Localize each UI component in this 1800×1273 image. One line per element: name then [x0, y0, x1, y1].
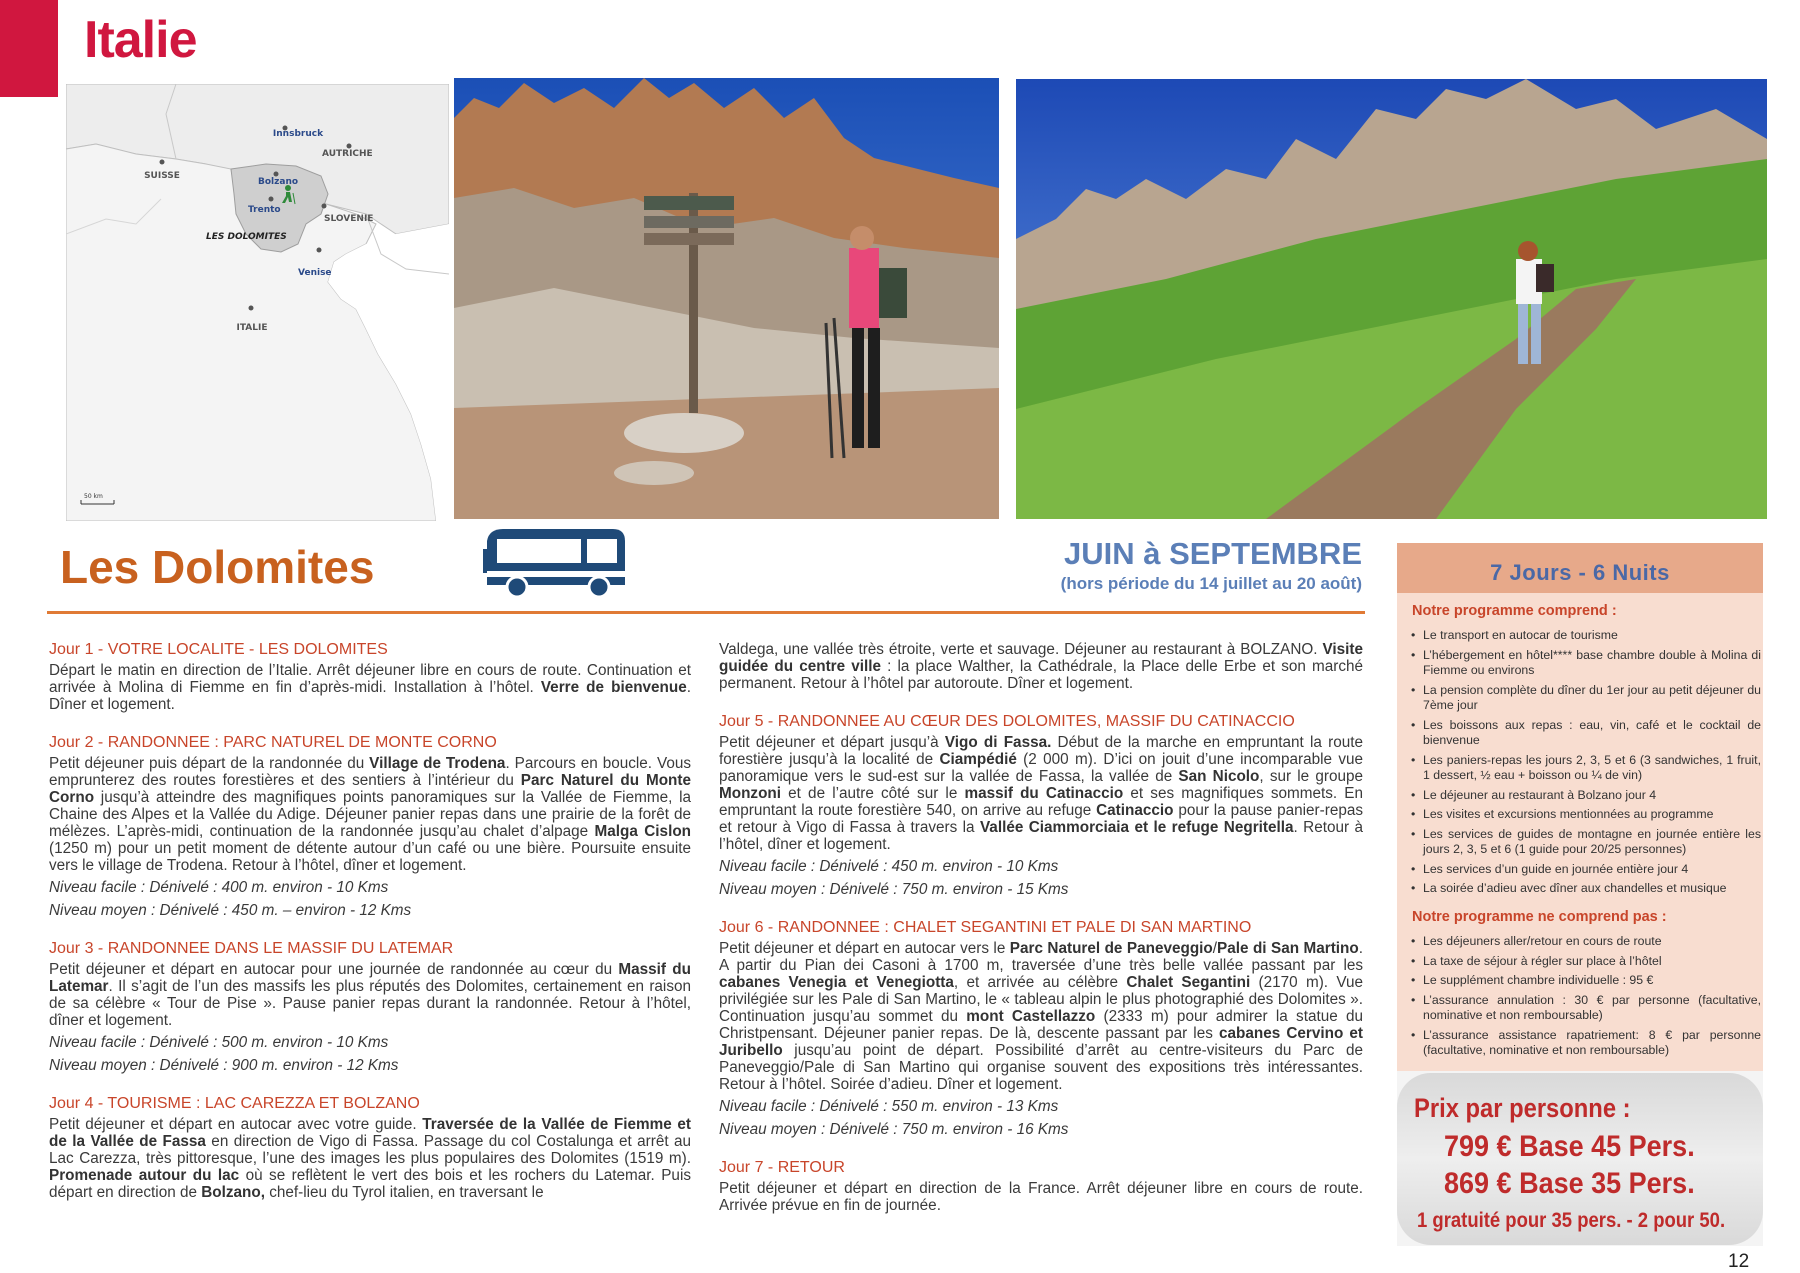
body-text: /	[1212, 940, 1218, 957]
price-base-45: 799 € Base 45 Pers.	[1444, 1130, 1695, 1163]
gratuity-note: 1 gratuité pour 35 pers. - 2 pour 50.	[1417, 1209, 1726, 1232]
list-item: • Les boissons aux repas : eau, vin, café et le cocktail de bienvenue	[1411, 718, 1761, 749]
day-block	[719, 641, 1363, 692]
highlight-text: Visite guidée du centre ville	[719, 641, 1363, 675]
season-heading: JUIN à SEPTEMBRE	[1063, 536, 1362, 571]
page-title: Italie	[84, 11, 197, 69]
body-text: Petit déjeuner et départ en direction de la France. Arrêt déjeuner libre en cours de route. Arrivée prévue en fin de journée.	[719, 1180, 1363, 1214]
highlight-text: Vallée Ciammorciaia et le refuge Negritella	[979, 819, 1294, 836]
excludes-heading: Notre programme ne comprend pas :	[1412, 909, 1667, 925]
body-text: (2170 m). Vue privilégiée sur les Pale di San Martino, le « tableau alpin le plus photographié des Dolomites ». Continuation jusqu’au sommet du	[719, 974, 1364, 1025]
body-text: . Dîner et logement.	[49, 679, 692, 713]
difficulty-level: Niveau moyen : Dénivelé : 900 m. environ - 12 Kms	[49, 1057, 399, 1074]
body-text: Départ le matin en direction de l’Italie. Arrêt déjeuner libre en cours de route. Continuation et arrivée à Molina di Fiemme en fin d’après-midi. Installation à l’hôtel.	[49, 662, 691, 696]
day-description	[719, 940, 1363, 1093]
body-text: (2333 m) pour admirer la statue du Christpensant. Déjeuner panier repas. De là, descente passant par les	[719, 1008, 1363, 1042]
day-title: Jour 7 - RETOUR	[719, 1159, 845, 1176]
body-text: , et arrivée au célèbre	[953, 974, 1127, 991]
region-map	[66, 84, 449, 521]
difficulty-level: Niveau facile : Dénivelé : 450 m. environ - 10 Kms	[719, 858, 1059, 875]
body-text: jusqu’au point de départ. Possibilité d’arrêt au centre-visiteurs du Parc de Paneveggio/Pale di San Martino qui organise souvent des expositions très intéressantes. Retour à l’hôtel. Soirée d’adieu. Dîner et logement.	[719, 1042, 1363, 1093]
map-scale: 50 km	[84, 493, 103, 500]
day-block	[49, 641, 691, 713]
highlight-text: Catinaccio	[1096, 802, 1174, 819]
list-item: • L’hébergement en hôtel**** base chambre double à Molina di Fiemme ou environs	[1411, 648, 1761, 679]
day-description	[719, 1180, 1363, 1214]
page-number: 12	[1728, 1251, 1750, 1272]
highlight-text: cabanes Venegia et Venegiotta	[719, 974, 954, 991]
list-item: • Les services d’un guide en journée entière jour 4	[1411, 862, 1761, 878]
body-text: (2 000 m). D’ici on jouit d’une incomparable vue panoramique vers le sud-est sur la vallée de Fassa, la vallée de	[719, 751, 1363, 785]
day-description	[719, 641, 1363, 692]
difficulty-level: Niveau moyen : Dénivelé : 750 m. environ - 15 Kms	[719, 881, 1069, 898]
highlight-text: Vigo di Fassa.	[944, 734, 1052, 751]
bus-icon	[477, 523, 629, 603]
highlight-text: Promenade autour du lac	[49, 1167, 240, 1184]
highlight-text: Parc Naturel de Paneveggio	[1009, 940, 1213, 957]
highlight-text: cabanes Cervino et Juribello	[719, 1025, 1364, 1059]
day-description	[49, 961, 691, 1029]
map-label-innsbruck: Innsbruck	[272, 129, 324, 139]
day-title: Jour 1 - VOTRE LOCALITE - LES DOLOMITES	[49, 641, 388, 658]
day-title: Jour 5 - RANDONNEE AU CŒUR DES DOLOMITES, MASSIF DU CATINACCIO	[719, 713, 1295, 730]
map-label-trento: Trento	[248, 205, 281, 215]
map-label-venise: Venise	[298, 268, 332, 278]
itinerary-column-2	[719, 641, 1363, 1235]
page-color-tab	[0, 0, 58, 97]
divider	[47, 611, 1365, 614]
list-item: • La pension complète du dîner du 1er jour au petit déjeuner du 7ème jour	[1411, 683, 1761, 714]
day-block	[49, 1095, 691, 1201]
list-item: • Les visites et excursions mentionnées au programme	[1411, 807, 1761, 823]
map-label-bolzano: Bolzano	[258, 177, 299, 187]
day-description	[719, 734, 1363, 853]
body-text: pour la pause panier-repas et retour à Vigo di Fassa à travers la	[719, 802, 1363, 836]
body-text: . Parcours en boucle. Vous emprunterez des routes forestières et des sentiers à l’intérieur du	[49, 755, 692, 789]
day-block	[719, 713, 1363, 898]
body-text: Valdega, une vallée très étroite, verte et sauvage. Déjeuner au restaurant à BOLZANO.	[719, 641, 1323, 658]
body-text: jusqu’à atteindre des magnifiques points panoramiques sur la Vallée de Fiemme, la Chaine des Alpes et la Vallée du Adige. Déjeuner panier repas dans une prairie de la forêt de mélèzes. L’après-midi, continuation de la randonnée jusqu’au chalet d’alpage	[49, 789, 691, 840]
includes-list	[1411, 628, 1761, 901]
map-label-suisse: SUISSE	[144, 171, 180, 181]
season-note: (hors période du 14 juillet au 20 août)	[1060, 574, 1362, 593]
day-title: Jour 6 - RANDONNEE : CHALET SEGANTINI ET PALE DI SAN MARTINO	[719, 919, 1252, 936]
highlight-text: massif du Catinaccio	[964, 785, 1124, 802]
list-item: • Les services de guides de montagne en journée entière les jours 2, 3, 5 et 6 (1 guide pour 20/25 personnes)	[1411, 827, 1761, 858]
day-title: Jour 3 - RANDONNEE DANS LE MASSIF DU LATEMAR	[49, 940, 454, 957]
day-block	[719, 919, 1363, 1138]
day-title: Jour 2 - RANDONNEE : PARC NATUREL DE MONTE CORNO	[49, 734, 497, 751]
body-text: chef-lieu du Tyrol italien, en traversant le	[264, 1184, 544, 1201]
list-item: • Les paniers-repas les jours 2, 3, 5 et 6 (3 sandwiches, 1 fruit, 1 dessert, ½ eau + boisson ou ¼ de vin)	[1411, 753, 1761, 784]
day-block	[719, 1159, 1363, 1214]
body-text: . Il s’agit de l’un des massifs les plus réputés des Dolomites, certainement en raison de sa célèbre « Tour de Pise ». Pause panier repas durant la randonnée. Retour à l’hôtel, dîner et logement.	[49, 978, 691, 1029]
highlight-text: San Nicolo	[1178, 768, 1260, 785]
map-label-italie: ITALIE	[236, 323, 268, 333]
price-base-35: 869 € Base 35 Pers.	[1444, 1167, 1695, 1200]
body-text: Petit déjeuner et départ en autocar avec votre guide.	[49, 1116, 423, 1133]
highlight-text: Chalet Segantini	[1126, 974, 1251, 991]
highlight-text: Monzoni	[719, 785, 782, 802]
body-text: (1250 m) pour un petit moment de détente autour d’un café ou une bière. Poursuite ensuite vers le village de Trodena. Retour à l’hôtel, dîner et logement.	[49, 840, 691, 874]
highlight-text: Bolzano,	[201, 1184, 265, 1201]
includes-heading: Notre programme comprend :	[1412, 603, 1617, 619]
body-text: et de l’autre côté sur le	[781, 785, 965, 802]
difficulty-level: Niveau moyen : Dénivelé : 750 m. environ - 16 Kms	[719, 1121, 1069, 1138]
list-item: • L’assurance annulation : 30 € par personne (facultative, nominative et non remboursable)	[1411, 993, 1761, 1024]
list-item: • La taxe de séjour à régler sur place à l’hôtel	[1411, 954, 1761, 970]
list-item: • Le transport en autocar de tourisme	[1411, 628, 1761, 644]
body-text: Petit déjeuner et départ en autocar vers le	[719, 940, 1010, 957]
highlight-text: Malga Cislon	[594, 823, 692, 840]
list-item: • Les déjeuners aller/retour en cours de route	[1411, 934, 1761, 950]
body-text: . Retour à l’hôtel, dîner et logement.	[719, 819, 1363, 853]
list-item: • Le déjeuner au restaurant à Bolzano jour 4	[1411, 788, 1761, 804]
highlight-text: Pale di San Martino	[1217, 940, 1359, 957]
highlight-text: mont Castellazzo	[966, 1008, 1096, 1025]
highlight-text: Massif du Latemar	[49, 961, 691, 995]
day-block	[49, 940, 691, 1074]
body-text: : la place Walther, la Cathédrale, la Place delle Erbe et son marché permanent. Retour à l’hôtel par autoroute. Dîner et logement.	[719, 658, 1363, 692]
body-text: Début de la marche en empruntant la route forestière jusqu’à la localité de	[719, 734, 1363, 768]
excludes-list	[1411, 934, 1761, 1063]
highlight-text: Parc Naturel du Monte Corno	[49, 772, 691, 806]
list-item: • Le supplément chambre individuelle : 95 €	[1411, 973, 1761, 989]
itinerary-column-1	[49, 641, 691, 1222]
day-description	[49, 662, 691, 713]
highlight-text: Ciampédié	[939, 751, 1017, 768]
day-title: Jour 4 - TOURISME : LAC CAREZZA ET BOLZANO	[49, 1095, 420, 1112]
difficulty-level: Niveau facile : Dénivelé : 400 m. environ - 10 Kms	[49, 879, 389, 896]
trip-title: Les Dolomites	[60, 541, 375, 593]
body-text: Petit déjeuner et départ en autocar pour une journée de randonnée au cœur du	[49, 961, 619, 978]
photo-hiker-signpost	[454, 78, 999, 519]
map-label-slovenie: SLOVENIE	[324, 214, 374, 224]
body-text: et ses magnifiques sommets. En empruntant la route forestière 540, on arrive au refuge	[719, 785, 1364, 819]
difficulty-level: Niveau facile : Dénivelé : 550 m. environ - 13 Kms	[719, 1098, 1059, 1115]
price-title: Prix par personne :	[1414, 1093, 1631, 1123]
day-description	[49, 755, 691, 874]
map-label-dolomites: LES DOLOMITES	[206, 232, 287, 242]
body-text: Petit déjeuner puis départ de la randonnée du	[49, 755, 370, 772]
day-block	[49, 734, 691, 919]
highlight-text: Village de Trodena	[369, 755, 506, 772]
list-item: • La soirée d’adieu avec dîner aux chandelles et musique	[1411, 881, 1761, 897]
highlight-text: Traversée de la Vallée de Fiemme et de la Vallée de Fassa	[49, 1116, 691, 1150]
list-item: • L’assurance assistance rapatriement: 8 € par personne (facultative, nominative et non remboursable)	[1411, 1028, 1761, 1059]
body-text: où se reflètent le vert des bois et les rochers du Latemar. Puis départ en direction de	[49, 1167, 691, 1201]
difficulty-level: Niveau moyen : Dénivelé : 450 m. – environ - 12 Kms	[49, 902, 412, 919]
difficulty-level: Niveau facile : Dénivelé : 500 m. environ - 10 Kms	[49, 1034, 389, 1051]
highlight-text: Verre de bienvenue	[540, 679, 687, 696]
photo-hiker-trail	[1016, 79, 1767, 519]
day-description	[49, 1116, 691, 1201]
body-text: en direction de Vigo di Fassa. Passage du col Costalunga et arrêt au Lac Carezza, très pittoresque, l’une des images les plus populaires des Dolomites (1519 m).	[49, 1133, 692, 1167]
body-text: . A partir du Pian dei Casoni à 1700 m, traversée d’une très belle vallée passant par les	[719, 940, 1363, 974]
map-label-autriche: AUTRICHE	[322, 149, 373, 159]
body-text: Petit déjeuner et départ jusqu’à	[719, 734, 945, 751]
body-text: , sur le groupe	[1259, 768, 1363, 785]
duration-heading: 7 Jours - 6 Nuits	[1490, 560, 1670, 585]
